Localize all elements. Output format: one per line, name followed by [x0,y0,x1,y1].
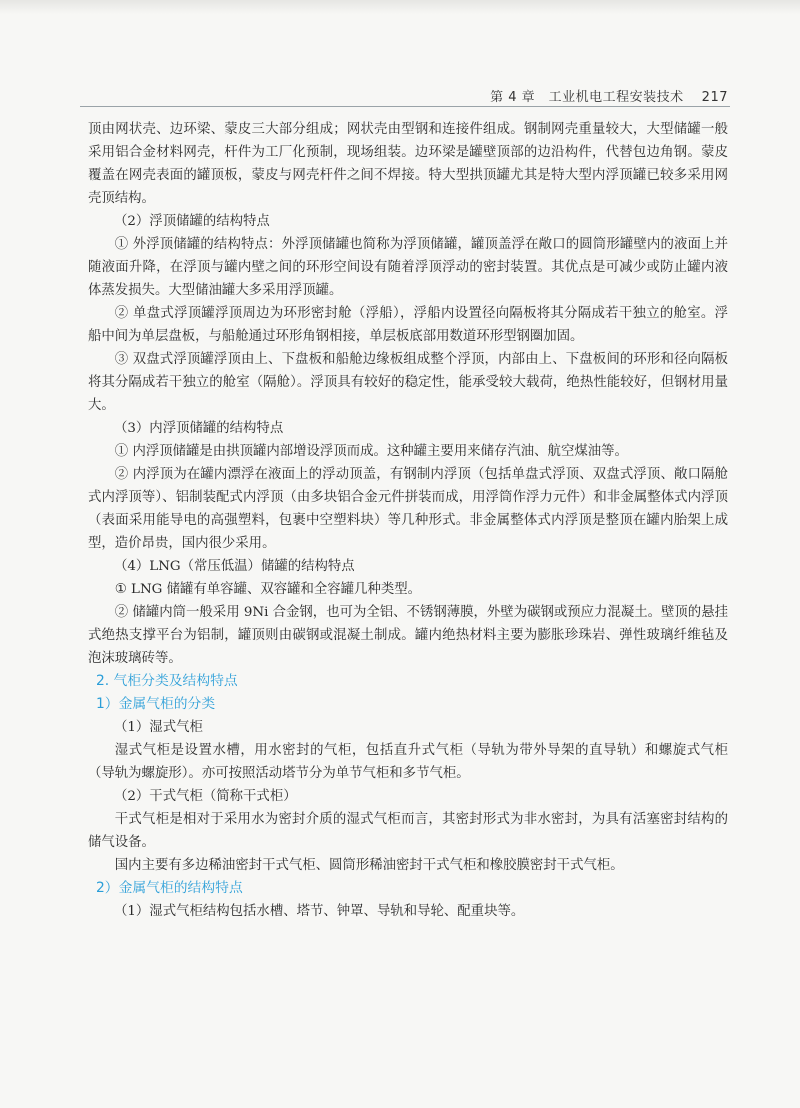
running-header [80,82,730,107]
body-paragraph: 顶由网状壳、边环梁、蒙皮三大部分组成；网状壳由型钢和连接件组成。钢制网壳重量较大，大型储罐一般采用铝合金材料网壳，杆件为工厂化预制，现场组装。边环梁是罐壁顶部的边沿构件，代替包边角钢。蒙皮覆盖在网壳表面的罐顶板，蒙皮与网壳杆件之间不焊接。特大型拱顶罐尤其是特大型内浮顶罐已较多采用网壳顶结构。 [88,122,728,206]
subsection-heading: （2）干式气柜（简称干式柜） [114,789,297,804]
subsection-heading: （1）湿式气柜 [114,720,203,735]
section-heading: 2. 气柜分类及结构特点 [96,673,238,689]
body-paragraph: 湿式气柜是设置水槽，用水密封的气柜，包括直升式气柜（导轨为带外导架的直导轨）和螺旋式气柜（导轨为螺旋形）。亦可按照活动塔节分为单节气柜和多节气柜。 [88,743,728,781]
section-subheading: 2）金属气柜的结构特点 [96,880,243,896]
page-number: 217 [701,90,728,105]
subsection-heading: （2）浮顶储罐的结构特点 [114,214,270,229]
body-paragraph: 国内主要有多边稀油密封干式气柜、圆筒形稀油密封干式气柜和橡胶膜密封干式气柜。 [114,858,624,873]
body-paragraph: ③ 双盘式浮顶罐浮顶由上、下盘板和船舱边缘板组成整个浮顶，内部由上、下盘板间的环形和径向隔板将其分隔成若干独立的舱室（隔舱）。浮顶具有较好的稳定性，能承受较大载荷，绝热性能较好，但钢材用量大。 [88,352,728,413]
section-subheading: 1）金属气柜的分类 [96,696,216,712]
body-paragraph: ① LNG 储罐有单容罐、双容罐和全容罐几种类型。 [114,582,422,597]
body-paragraph: ① 外浮顶储罐的结构特点：外浮顶储罐也简称为浮顶储罐，罐顶盖浮在敞口的圆筒形罐壁内的液面上并随液面升降，在浮顶与罐内壁之间的环形空间设有随着浮顶浮动的密封装置。其优点是可减少或防止罐内液体蒸发损失。大型储油罐大多采用浮顶罐。 [88,237,728,298]
body-paragraph: ② 内浮顶为在罐内漂浮在液面上的浮动顶盖，有钢制内浮顶（包括单盘式浮顶、双盘式浮顶、敞口隔舱式内浮顶等）、铝制装配式内浮顶（由多块铝合金元件拼装而成，用浮筒作浮力元件）和非金属整体式内浮顶（表面采用能导电的高强塑料，包裹中空塑料块）等几种形式。非金属整体式内浮顶是整顶在罐内胎架上成型，造价昂贵，国内很少采用。 [88,467,728,551]
body-paragraph: 干式气柜是相对于采用水为密封介质的湿式气柜而言，其密封形式为非水密封，为具有活塞密封结构的储气设备。 [88,812,728,850]
body-paragraph: ② 储罐内筒一般采用 9Ni 合金钢，也可为全铝、不锈钢薄膜，外壁为碳钢或预应力混凝土。壁顶的悬挂式绝热支撑平台为铝制，罐顶则由碳钢或混凝土制成。罐内绝热材料主要为膨胀珍珠岩、弹性玻璃纤维毡及泡沫玻璃砖等。 [88,605,728,666]
page-body [88,118,728,923]
subsection-heading: （3）内浮顶储罐的结构特点 [114,421,284,436]
body-paragraph: ② 单盘式浮顶罐浮顶周边为环形密封舱（浮船），浮船内设置径向隔板将其分隔成若干独立的舱室。浮船中间为单层盘板，与船舱通过环形角钢相接，单层板底部用数道环形型钢圈加固。 [88,306,728,344]
subsection-heading: （1）湿式气柜结构包括水槽、塔节、钟罩、导轨和导轮、配重块等。 [114,904,525,919]
header-text [490,86,728,105]
chapter-title: 第 4 章 工业机电工程安装技术 [490,90,684,105]
body-paragraph: ① 内浮顶储罐是由拱顶罐内部增设浮顶而成。这种罐主要用来储存汽油、航空煤油等。 [114,444,628,459]
subsection-heading: （4）LNG（常压低温）储罐的结构特点 [114,559,355,574]
scan-edge-shadow [0,0,800,14]
